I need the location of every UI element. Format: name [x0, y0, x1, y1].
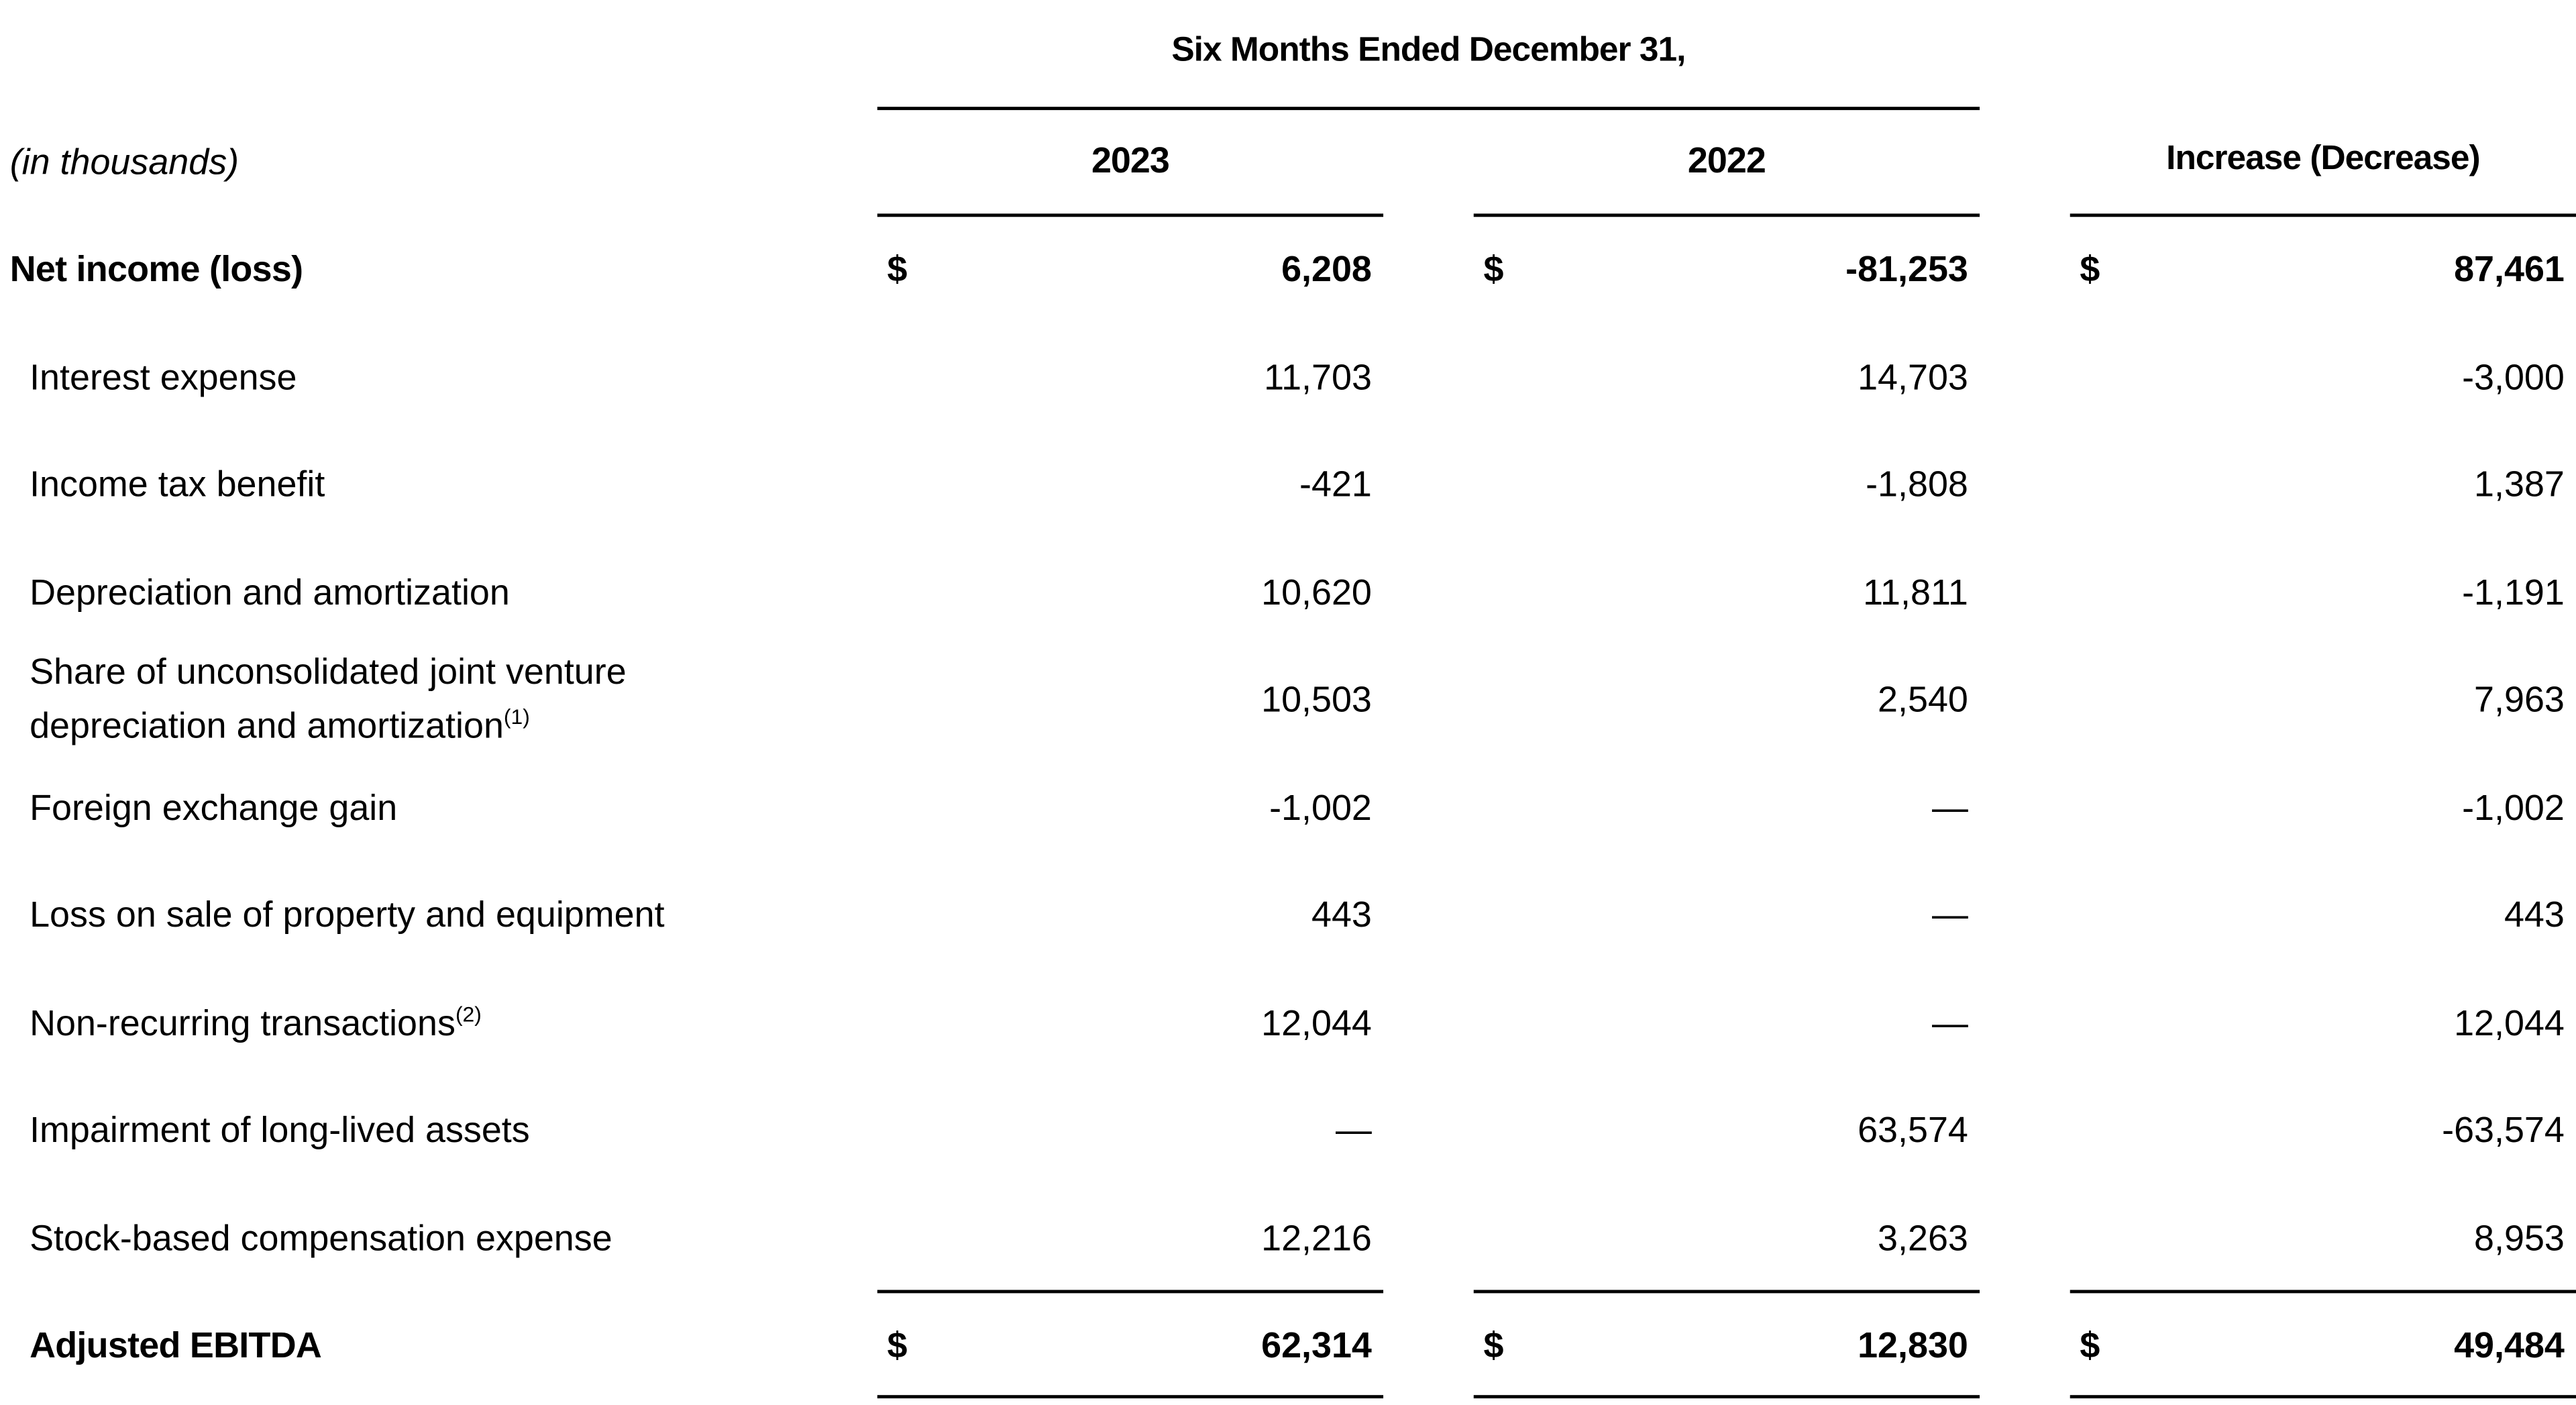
period-rule — [877, 107, 1980, 110]
subtotal-rule-change — [2070, 1290, 2576, 1293]
value-change: -1,191 — [2462, 572, 2565, 613]
row-label: Income tax benefit — [30, 463, 325, 505]
value-change: 12,044 — [2454, 1002, 2565, 1044]
total-rule-2022 — [1474, 1395, 1980, 1398]
value-2022: — — [1932, 787, 1968, 829]
value-2022: 2,540 — [1878, 678, 1968, 720]
row-label: Stock-based compensation expense — [30, 1217, 612, 1259]
value-2022: — — [1932, 1002, 1968, 1044]
column-header-2022: 2022 — [1687, 140, 1766, 181]
total-rule-2023 — [877, 1395, 1383, 1398]
subtotal-rule-2023 — [877, 1290, 1383, 1293]
value-change: 7,963 — [2474, 678, 2565, 720]
row-label: Adjusted EBITDA — [30, 1324, 322, 1366]
units-label: (in thousands) — [9, 141, 239, 183]
value-2023: 10,620 — [1261, 572, 1372, 613]
currency-symbol: $ — [1483, 1324, 1504, 1366]
row-label: Loss on sale of property and equipment — [30, 894, 665, 935]
currency-symbol: $ — [2080, 248, 2100, 290]
value-2023: — — [1336, 1109, 1372, 1151]
value-2023: 11,703 — [1264, 356, 1372, 398]
value-2022: 11,811 — [1863, 572, 1968, 613]
footnote-marker: (2) — [455, 1002, 482, 1027]
value-2023: 62,314 — [1261, 1324, 1372, 1366]
value-change: 49,484 — [2454, 1324, 2565, 1366]
value-2023: 443 — [1311, 894, 1372, 935]
value-2022: — — [1932, 894, 1968, 935]
value-change: 8,953 — [2474, 1217, 2565, 1259]
row-label: Impairment of long-lived assets — [30, 1109, 530, 1151]
value-2023: 6,208 — [1281, 248, 1372, 290]
value-2023: 12,216 — [1261, 1217, 1372, 1259]
total-rule-change — [2070, 1395, 2576, 1398]
row-label: Foreign exchange gain — [30, 787, 398, 829]
value-change: 1,387 — [2474, 463, 2565, 505]
row-label: Share of unconsolidated joint venture — [30, 650, 627, 692]
value-2022: 63,574 — [1858, 1109, 1968, 1151]
row-label-wrapper — [30, 1002, 482, 1045]
currency-symbol: $ — [887, 248, 908, 290]
value-2022: 14,703 — [1858, 356, 1968, 398]
value-change: -3,000 — [2462, 356, 2565, 398]
column-header-change: Increase (Decrease) — [2166, 140, 2480, 178]
subtotal-rule-2022 — [1474, 1290, 1980, 1293]
value-2022: -81,253 — [1845, 248, 1968, 290]
value-2023: -1,002 — [1269, 787, 1372, 829]
currency-symbol: $ — [1483, 248, 1504, 290]
value-2023: 12,044 — [1261, 1002, 1372, 1044]
row-label-continued — [30, 705, 530, 748]
value-2022: 3,263 — [1878, 1217, 1968, 1259]
value-change: 443 — [2504, 894, 2565, 935]
row-label-line2: depreciation and amortization — [30, 705, 504, 746]
column-header-2023: 2023 — [1091, 140, 1169, 181]
value-change: -63,574 — [2442, 1109, 2565, 1151]
header-rule-2022 — [1474, 213, 1980, 217]
currency-symbol: $ — [2080, 1324, 2100, 1366]
currency-symbol: $ — [887, 1324, 908, 1366]
value-2023: -421 — [1299, 463, 1372, 505]
row-label: Non-recurring transactions — [30, 1002, 455, 1044]
header-rule-2023 — [877, 213, 1383, 217]
footnote-marker: (1) — [503, 704, 530, 729]
value-change: 87,461 — [2454, 248, 2565, 290]
value-2022: -1,808 — [1866, 463, 1968, 505]
row-label: Depreciation and amortization — [30, 572, 510, 613]
row-label: Net income (loss) — [9, 248, 303, 290]
value-change: -1,002 — [2462, 787, 2565, 829]
period-header: Six Months Ended December 31, — [1171, 31, 1686, 69]
header-rule-change — [2070, 213, 2576, 217]
row-label: Interest expense — [30, 356, 297, 398]
value-2023: 10,503 — [1261, 678, 1372, 720]
value-2022: 12,830 — [1858, 1324, 1968, 1366]
